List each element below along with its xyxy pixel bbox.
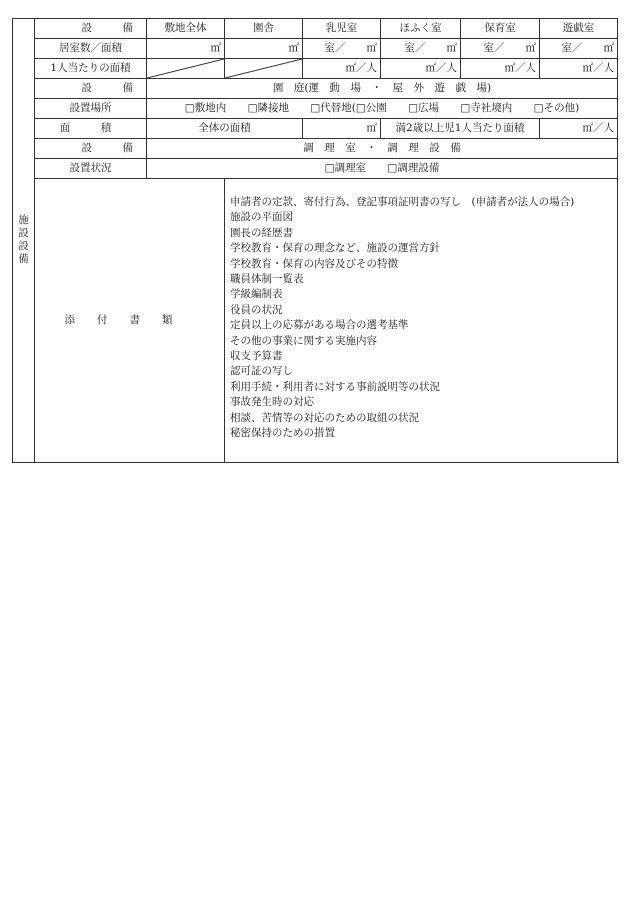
site-per-person-crossed (147, 59, 225, 79)
infant-per-person-field[interactable]: ㎡／人 (303, 59, 381, 79)
garden-title: 園 庭(運 動 場 ・ 屋 外 遊 戯 場) (147, 79, 618, 99)
per-child-area-label: 満2歳以上児1人当たり面積 (381, 119, 540, 139)
kitchen-header-row (13, 139, 618, 159)
per-person-area-row (13, 59, 618, 79)
location-plaza-checkbox[interactable]: □広場 (408, 102, 440, 114)
garden-header-row (13, 79, 618, 99)
attachment-item: 定員以上の応募がある場合の選考基準 (230, 319, 409, 332)
play-room-field[interactable]: 室／ ㎡ (540, 39, 618, 59)
column-crawling-room: ほふく室 (381, 19, 461, 39)
location-adjacent-checkbox[interactable]: □隣接地 (247, 102, 289, 114)
diagonal-line-icon (225, 59, 302, 78)
facility-table (12, 18, 618, 463)
per-child-area-field[interactable]: ㎡／人 (540, 119, 618, 139)
attachment-item: 申請者の定款、寄付行為、登記事項証明書の写し (申請者が法人の場合) (230, 196, 575, 208)
attachment-item: 職員体制一覧表 (230, 273, 304, 286)
attachment-item: 秘密保持のための措置 (230, 427, 335, 440)
kitchen-equipment-checkbox[interactable]: □調理設備 (387, 162, 440, 174)
attachments-label: 添付書類 (35, 179, 225, 463)
attachment-item: 認可証の写し (230, 365, 293, 378)
building-area-field[interactable]: ㎡ (225, 39, 303, 59)
total-area-label: 全体の面積 (147, 119, 303, 139)
column-infant-room: 乳児室 (303, 19, 381, 39)
attachment-item: 収支予算書 (230, 350, 283, 363)
garden-area-label: 面 積 (35, 119, 147, 139)
per-person-area-label: 1人当たりの面積 (35, 59, 147, 79)
infant-room-field[interactable]: 室／ ㎡ (303, 39, 381, 59)
garden-location-options (147, 99, 618, 119)
attachment-item: 園長の経歴書 (230, 226, 293, 239)
facility-header-label: 設 備 (35, 19, 147, 39)
location-onsite-checkbox[interactable]: □敷地内 (184, 102, 227, 114)
attachment-item: 利用手続・利用者に対する事前説明等の状況 (230, 380, 440, 393)
facility-form-sheet (12, 18, 617, 463)
diagonal-line-icon (147, 59, 224, 78)
kitchen-status-options (147, 159, 618, 179)
crawling-per-person-field[interactable]: ㎡／人 (381, 59, 461, 79)
garden-header-label: 設 備 (35, 79, 147, 99)
nursery-room-field[interactable]: 室／ ㎡ (461, 39, 540, 59)
column-site: 敷地全体 (147, 19, 225, 39)
kitchen-header-label: 設 備 (35, 139, 147, 159)
attachment-item: 役員の状況 (230, 303, 283, 316)
attachment-item: 事故発生時の対応 (230, 396, 314, 409)
nursery-per-person-field[interactable]: ㎡／人 (461, 59, 540, 79)
attachment-item: その他の事業に関する実施内容 (230, 334, 377, 347)
attachment-item: 学校教育・保育の理念など、施設の運営方針 (230, 242, 440, 255)
attachment-item: 学級編制表 (230, 288, 283, 301)
total-area-field[interactable]: ㎡ (303, 119, 381, 139)
kitchen-status-row (13, 159, 618, 179)
attachment-item: 相談、苦情等の対応のための取組の状況 (230, 411, 419, 424)
attachment-item: 施設の平面図 (230, 211, 293, 224)
kitchen-title: 調 理 室 ・ 調 理 設 備 (147, 139, 618, 159)
kitchen-room-checkbox[interactable]: □調理室 (324, 162, 367, 174)
column-play-room: 遊戯室 (540, 19, 618, 39)
kitchen-status-label: 設置状況 (35, 159, 147, 179)
garden-location-row (13, 99, 618, 119)
site-area-field[interactable]: ㎡ (147, 39, 225, 59)
garden-location-label: 設置場所 (35, 99, 147, 119)
attachments-list (225, 179, 618, 463)
column-building: 園舎 (225, 19, 303, 39)
facility-header-row (13, 19, 618, 39)
crawling-room-field[interactable]: 室／ ㎡ (381, 39, 461, 59)
building-per-person-crossed (225, 59, 303, 79)
facility-section-label: 施設設備 (13, 19, 35, 463)
location-other-checkbox[interactable]: □その他) (533, 102, 580, 114)
garden-area-row (13, 119, 618, 139)
column-nursery-room: 保育室 (461, 19, 540, 39)
attachments-row (13, 179, 618, 463)
room-area-label: 居室数／面積 (35, 39, 147, 59)
location-substitute-checkbox[interactable]: □代替地(□公園 (310, 102, 387, 114)
attachment-item: 学校教育・保育の内容及びその特徴 (230, 257, 398, 270)
location-temple-checkbox[interactable]: □寺社境内 (460, 102, 513, 114)
room-area-row (13, 39, 618, 59)
play-per-person-field[interactable]: ㎡／人 (540, 59, 618, 79)
